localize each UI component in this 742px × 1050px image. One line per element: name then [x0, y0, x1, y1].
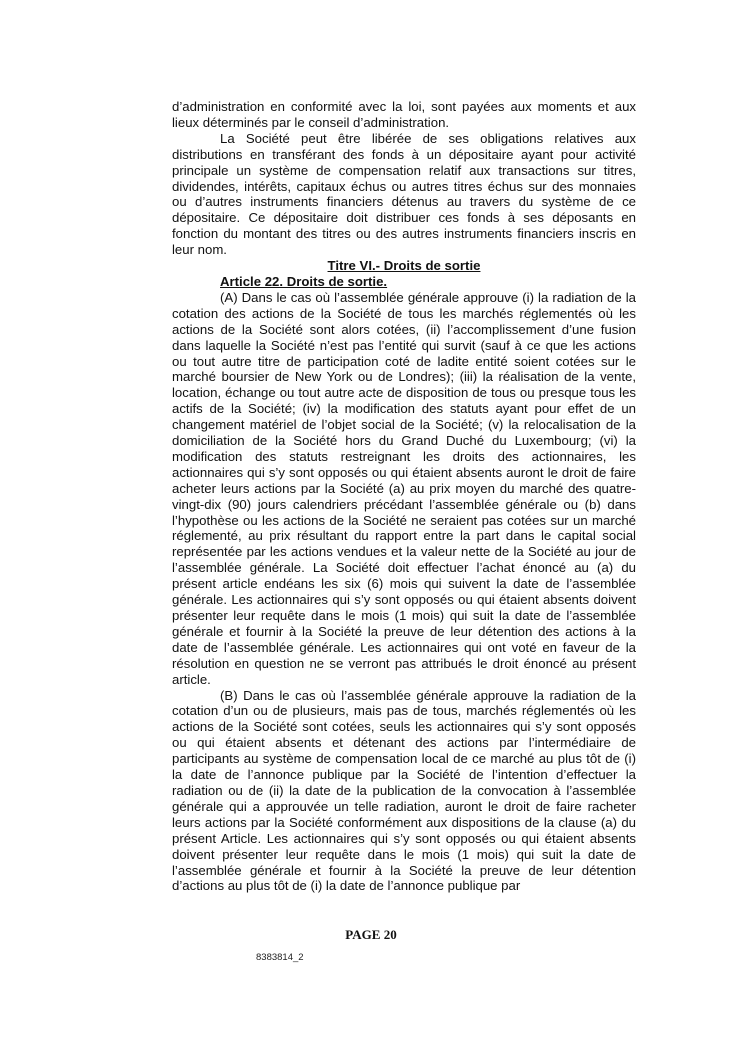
section-title: Titre VI.- Droits de sortie — [327, 258, 481, 274]
page-body — [172, 99, 636, 894]
paragraph-a: (A) Dans le cas où l’assemblée générale approuve (i) la radiation de la cotation des actions de la Société de tous les marchés réglementés où les actions de la Société sont alors cotées, (ii) l’accomplissement d’une fusion dans laquelle la Société n’est pas l’entité qui survit (sauf à ce que les actions ou tout autre titre de participation coté de ladite entité soient cotées sur le marché boursier de New York ou de Londres); (iii) la réalisation de la vente, location, échange ou tout autre acte de disposition de tous ou presque tous les actifs de la Société; (iv) la modification des statuts ayant pour effet de un changement matériel de l’objet social de la Société; (v) la relocalisation de la domiciliation de la Société hors du Grand Duché du Luxembourg; (vi) la modification des statuts restreignant les droits des actionnaires, les actionnaires qui s’y sont opposés ou qui étaient absents auront le droit de faire acheter leurs actions par la Société (a) au prix moyen du marché des quatre-vingt-dix (90) jours calendriers précédant l’assemblée générale ou (b) dans l’hypothèse ou les actions de la Société ne seraient pas cotées sur un marché réglementé, au prix résultant du rapport entre la part dans le capital social représentée par les actions vendues et la valeur nette de la Société au jour de l’assemblée générale. La Société doit effectuer l’achat énoncé au (a) du présent article endéans les six (6) mois qui suivent la date de l’assemblée générale. Les actionnaires qui s’y sont opposés ou qui étaient absents doivent présenter leur requête dans le mois (1 mois) qui suit la date de l’assemblée générale et fournir à la Société la preuve de leur détention des actions à la date de l’assemblée générale. Les actionnaires qui ont voté en faveur de la résolution en question ne se verront pas attribués le droit énoncé au présent article. — [172, 289, 636, 687]
paragraph-depositary: La Société peut être libérée de ses obligations relatives aux distributions en transférant des fonds à un dépositaire ayant pour activité principale un système de compensation relatif aux transactions sur titres, dividendes, intérêts, capitaux échus ou autres titres échus sur des monnaies ou d’autres instruments financiers détenus au travers du système de ce dépositaire. Ce dépositaire doit distribuer ces fonds à ses déposants en fonction du montant des titres ou des autres instruments financiers inscris en leur nom. — [172, 130, 636, 258]
page-number: PAGE 20 — [345, 927, 397, 942]
paragraph-intro: d’administration en conformité avec la loi, sont payées aux moments et aux lieux déterminés par le conseil d’administration. — [172, 99, 636, 130]
document-id: 8383814_2 — [256, 952, 304, 963]
paragraph-b: (B) Dans le cas où l’assemblée générale approuve la radiation de la cotation d’un ou de plusieurs, mais pas de tous, marchés réglementés où les actions de la Société sont cotées, seuls les actionnaires qui s’y sont opposés ou qui étaient absents et détenant des actions par l’intermédiaire de participants au système de compensation local de ce marché au plus tôt de (i) la date de l’annonce publique par la Société de l’intention d’effectuer la radiation ou de (ii) la date de la publication de la convocation à l’assemblée générale qui a approuvée un telle radiation, auront le droit de faire racheter leurs actions par la Société conformément aux dispositions de la clause (a) du présent Article. Les actionnaires qui s’y sont opposés ou qui étaient absents doivent présenter leur requête dans le mois (1 mois) qui suit la date de l’assemblée générale et fournir à la Société la preuve de leur détention d’actions au plus tôt de (i) la date de l’annonce publique par — [172, 687, 636, 894]
article-heading: Article 22. Droits de sortie. — [220, 273, 388, 289]
